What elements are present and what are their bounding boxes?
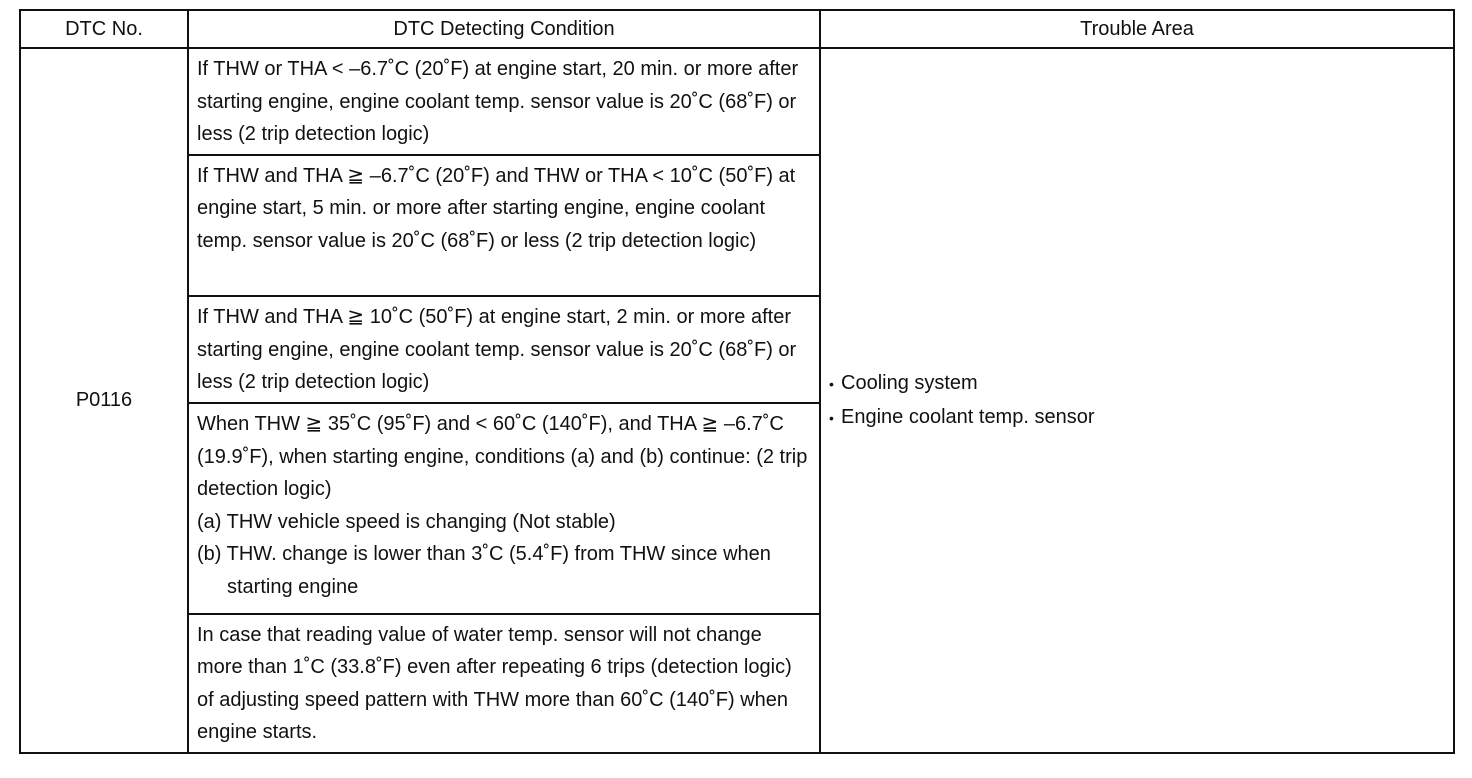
dtc-table bbox=[19, 9, 1455, 754]
trouble-area-cell bbox=[820, 48, 1454, 753]
condition-cell: If THW or THA < –6.7˚C (20˚F) at engine start, 20 min. or more after starting engine, engine coolant temp. sensor value is 20˚C (68˚F) or less (2 trip detection logic) bbox=[188, 48, 820, 155]
condition-cell: If THW and THA ≧ 10˚C (50˚F) at engine start, 2 min. or more after starting engine, engine coolant temp. sensor value is 20˚C (68˚F) or less (2 trip detection logic) bbox=[188, 296, 820, 403]
trouble-area-item bbox=[829, 401, 1445, 435]
trouble-area-item bbox=[829, 367, 1445, 401]
condition-cell: In case that reading value of water temp. sensor will not change more than 1˚C (33.8˚F) even after repeating 6 trips (detection logic) of adjusting speed pattern with THW more than 60˚C (140˚F) when engine starts. bbox=[188, 614, 820, 753]
bullet-icon: • bbox=[829, 409, 834, 426]
trouble-area-item-label: Cooling system bbox=[841, 372, 978, 394]
header-detecting-condition: DTC Detecting Condition bbox=[188, 10, 820, 48]
trouble-area-item-label: Engine coolant temp. sensor bbox=[841, 405, 1095, 428]
header-dtc-no: DTC No. bbox=[20, 10, 188, 48]
trouble-area-list bbox=[829, 367, 1445, 434]
condition-text: When THW ≧ 35˚C (95˚F) and < 60˚C (140˚F), and THA ≧ –6.7˚C (19.9˚F), when starting engine, conditions (a) and (b) continue: (2 trip detection logic) bbox=[197, 413, 808, 500]
header-row bbox=[20, 10, 1454, 48]
dtc-number-cell: P0116 bbox=[20, 48, 188, 753]
header-trouble-area: Trouble Area bbox=[820, 10, 1454, 48]
condition-cell bbox=[188, 403, 820, 614]
table-row bbox=[20, 48, 1454, 155]
bullet-icon: • bbox=[829, 376, 834, 392]
condition-sub-item-b: (b) THW. change is lower than 3˚C (5.4˚F) from THW since when starting engine bbox=[197, 543, 771, 598]
condition-sub-item-a: (a) THW vehicle speed is changing (Not stable) bbox=[197, 510, 616, 533]
condition-cell: If THW and THA ≧ –6.7˚C (20˚F) and THW or THA < 10˚C (50˚F) at engine start, 5 min. or more after starting engine, engine coolant temp. sensor value is 20˚C (68˚F) or less (2 trip detection logic) bbox=[188, 155, 820, 296]
